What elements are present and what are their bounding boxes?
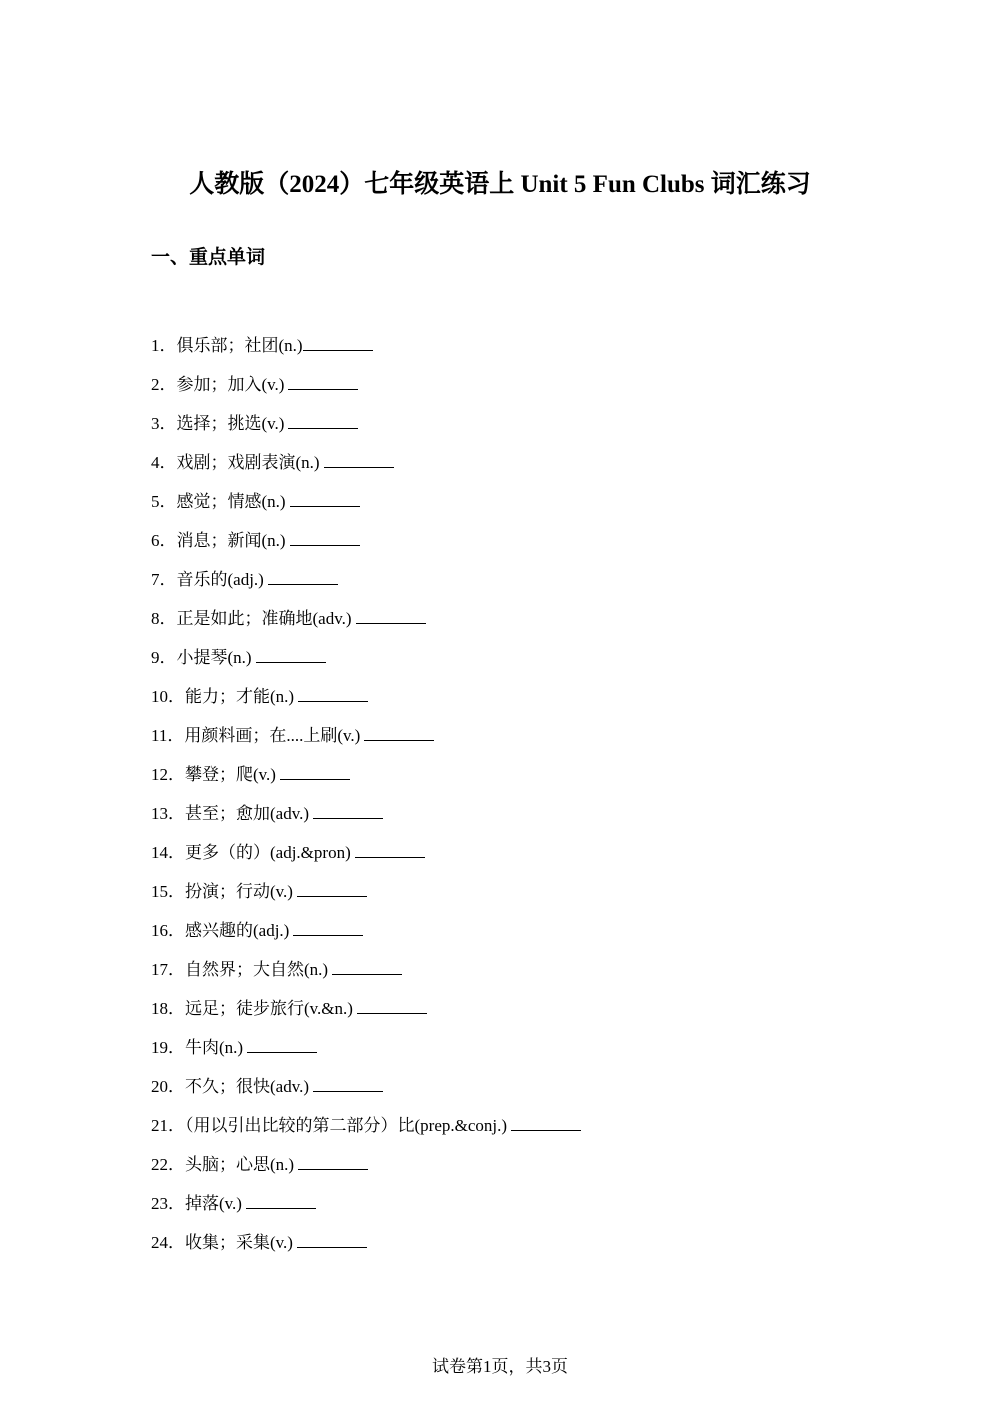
item-prompt: 能力；才能(n.) <box>185 687 295 706</box>
item-number: 8． <box>151 609 177 628</box>
answer-blank[interactable] <box>290 490 360 507</box>
answer-blank[interactable] <box>313 1075 383 1092</box>
item-number: 10． <box>151 687 185 706</box>
section-heading: 一、重点单词 <box>151 246 266 268</box>
list-item <box>151 489 581 528</box>
item-prompt: 收集；采集(v.) <box>185 1233 293 1252</box>
item-prompt: 用颜料画；在....上刷(v.) <box>184 726 361 745</box>
list-item <box>151 411 581 450</box>
answer-blank[interactable] <box>303 334 373 351</box>
item-number: 1． <box>151 336 177 355</box>
list-item <box>151 606 581 645</box>
item-number: 22． <box>151 1155 185 1174</box>
list-item <box>151 684 581 723</box>
item-number: 15． <box>151 882 185 901</box>
list-item <box>151 450 581 489</box>
item-prompt: 音乐的(adj.) <box>176 570 264 589</box>
list-item <box>151 1230 581 1269</box>
list-item <box>151 1113 581 1152</box>
item-prompt: 甚至；愈加(adv.) <box>185 804 310 823</box>
list-item <box>151 879 581 918</box>
list-item <box>151 645 581 684</box>
page-footer: 试卷第1页，共3页 <box>432 1357 568 1376</box>
item-prompt: 俱乐部；社团(n.) <box>176 336 303 355</box>
answer-blank[interactable] <box>268 568 338 585</box>
item-number: 16． <box>151 921 185 940</box>
item-number: 4． <box>151 453 177 472</box>
answer-blank[interactable] <box>297 1231 367 1248</box>
answer-blank[interactable] <box>511 1114 581 1131</box>
item-prompt: 消息；新闻(n.) <box>176 531 286 550</box>
answer-blank[interactable] <box>332 958 402 975</box>
item-prompt: 不久；很快(adv.) <box>185 1077 310 1096</box>
item-prompt: 小提琴(n.) <box>176 648 252 667</box>
item-prompt: 感觉；情感(n.) <box>176 492 286 511</box>
item-prompt: 自然界；大自然(n.) <box>185 960 329 979</box>
item-number: 18． <box>151 999 185 1018</box>
list-item <box>151 1035 581 1074</box>
answer-blank[interactable] <box>288 373 358 390</box>
list-item <box>151 996 581 1035</box>
item-number: 24． <box>151 1233 185 1252</box>
answer-blank[interactable] <box>280 763 350 780</box>
item-number: 23． <box>151 1194 185 1213</box>
item-number: 12． <box>151 765 185 784</box>
item-prompt: 参加；加入(v.) <box>176 375 285 394</box>
item-number: 13． <box>151 804 185 823</box>
item-prompt: （用以引出比较的第二部分）比(prep.&conj.) <box>185 1116 508 1135</box>
item-prompt: 戏剧；戏剧表演(n.) <box>176 453 320 472</box>
answer-blank[interactable] <box>364 724 434 741</box>
list-item <box>151 567 581 606</box>
item-number: 20． <box>151 1077 185 1096</box>
item-number: 19． <box>151 1038 185 1057</box>
item-prompt: 选择；挑选(v.) <box>176 414 285 433</box>
list-item <box>151 372 581 411</box>
item-prompt: 扮演；行动(v.) <box>185 882 293 901</box>
item-number: 3． <box>151 414 177 433</box>
item-number: 21． <box>151 1116 185 1135</box>
list-item <box>151 723 581 762</box>
list-item <box>151 333 581 372</box>
item-number: 7． <box>151 570 177 589</box>
answer-blank[interactable] <box>297 880 367 897</box>
item-prompt: 感兴趣的(adj.) <box>185 921 290 940</box>
list-item <box>151 762 581 801</box>
item-prompt: 更多（的）(adj.&pron) <box>185 843 351 862</box>
document-title: 人教版（2024）七年级英语上 Unit 5 Fun Clubs 词汇练习 <box>189 171 811 198</box>
answer-blank[interactable] <box>246 1192 316 1209</box>
answer-blank[interactable] <box>288 412 358 429</box>
answer-blank[interactable] <box>290 529 360 546</box>
list-item <box>151 957 581 996</box>
item-number: 9． <box>151 648 177 667</box>
answer-blank[interactable] <box>256 646 326 663</box>
item-prompt: 头脑；心思(n.) <box>185 1155 295 1174</box>
list-item <box>151 1152 581 1191</box>
item-prompt: 远足；徒步旅行(v.&n.) <box>185 999 353 1018</box>
answer-blank[interactable] <box>298 685 368 702</box>
item-prompt: 正是如此；准确地(adv.) <box>176 609 352 628</box>
list-item <box>151 1074 581 1113</box>
answer-blank[interactable] <box>298 1153 368 1170</box>
list-item <box>151 840 581 879</box>
item-prompt: 掉落(v.) <box>185 1194 242 1213</box>
list-item <box>151 1191 581 1230</box>
answer-blank[interactable] <box>247 1036 317 1053</box>
list-item <box>151 528 581 567</box>
list-item <box>151 801 581 840</box>
item-number: 17． <box>151 960 185 979</box>
vocabulary-list <box>151 333 581 1269</box>
item-number: 6． <box>151 531 177 550</box>
answer-blank[interactable] <box>293 919 363 936</box>
answer-blank[interactable] <box>324 451 394 468</box>
item-prompt: 牛肉(n.) <box>185 1038 244 1057</box>
answer-blank[interactable] <box>355 841 425 858</box>
answer-blank[interactable] <box>357 997 427 1014</box>
answer-blank[interactable] <box>313 802 383 819</box>
item-prompt: 攀登；爬(v.) <box>185 765 276 784</box>
item-number: 14． <box>151 843 185 862</box>
answer-blank[interactable] <box>356 607 426 624</box>
list-item <box>151 918 581 957</box>
item-number: 5． <box>151 492 177 511</box>
item-number: 11． <box>151 726 185 745</box>
item-number: 2． <box>151 375 177 394</box>
